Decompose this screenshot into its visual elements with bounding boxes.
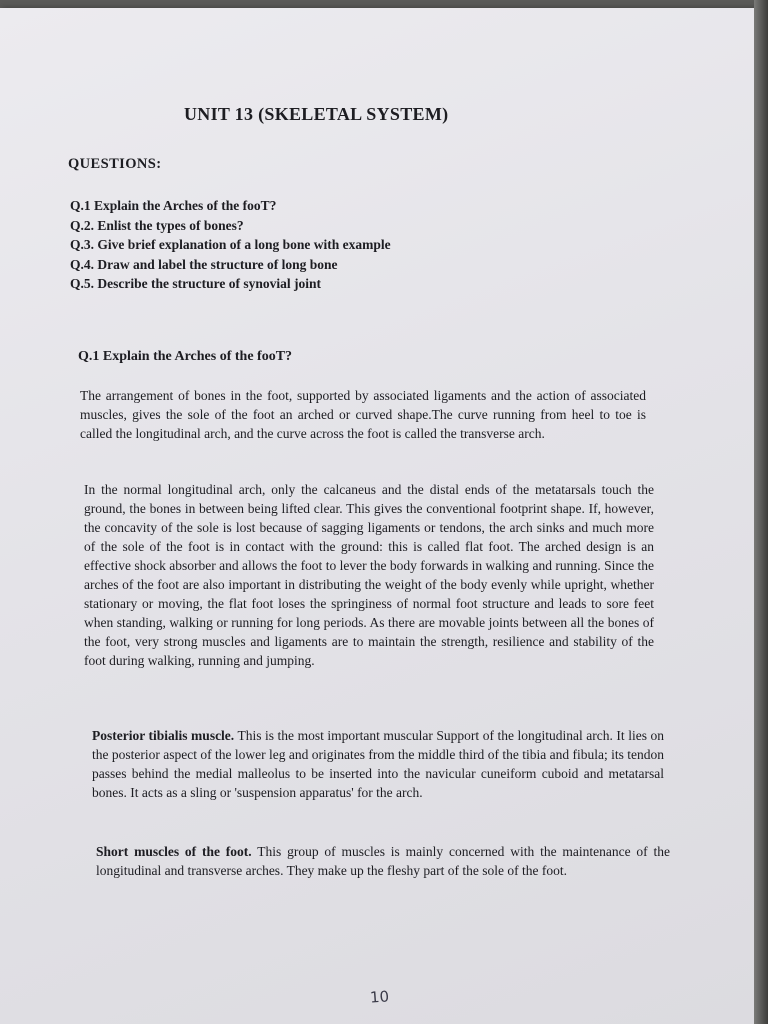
paragraph-lead: Short muscles of the foot. — [96, 844, 252, 859]
questions-heading: QUESTIONS: — [68, 156, 162, 172]
document-page — [0, 8, 756, 1024]
questions-list — [70, 196, 391, 294]
answer-heading: Q.1 Explain the Arches of the fooT? — [78, 349, 293, 364]
paragraph-text: This is the most important muscular Support of the longitudinal arch. It lies on the posterior aspect of the lower leg and originates from the middle third of the tibia and fibula; its tendon passes behind the medial malleolus to be inserted into the navicular cuneiform cuboid and metatarsal bones. It acts as a sling or 'suspension apparatus' for the arch. — [92, 728, 664, 800]
paragraph-lead: Posterior tibialis muscle. — [92, 728, 235, 743]
paragraph-text: This group of muscles is mainly concerned with the maintenance of the longitudinal and transverse arches. They make up the fleshy part of the sole of the foot. — [96, 844, 670, 878]
paragraph-text: In the normal longitudinal arch, only the calcaneus and the distal ends of the metatarsals touch the ground, the bones in between being lifted clear. This gives the conventional footprint shape. If, however, the concavity of the sole is lost because of sagging ligaments or tendons, the arch sinks and much more of the sole of the foot is in contact with the ground: this is called flat foot. The arched design is an effective shock absorber and allows the foot to lever the body forwards in walking and running. Since the arches of the foot are also important in distributing the weight of the body evenly while upright, whether stationary or moving, the flat foot loses the springiness of normal foot structure and leads to sore feet when standing, walking or running for long periods. As there are movable joints between all the bones of the foot, very strong muscles and ligaments are to maintain the strength, resilience and stability of the foot during walking, running and jumping. — [84, 482, 654, 668]
page-stack-edge — [754, 0, 768, 1024]
question-item: Q.2. Enlist the types of bones? — [70, 217, 244, 233]
question-item: Q.4. Draw and label the structure of long bone — [70, 256, 338, 272]
paragraph-longitudinal-arch — [84, 480, 654, 670]
paper-sheet — [0, 8, 756, 1024]
paragraph-posterior-tibialis — [92, 726, 664, 802]
paragraph-short-muscles — [96, 842, 670, 880]
page-title: UNIT 13 (SKELETAL SYSTEM) — [184, 104, 449, 124]
page-number: 10 — [369, 987, 390, 1007]
paragraph-arches-intro — [80, 386, 646, 443]
question-item: Q.1 Explain the Arches of the fooT? — [70, 198, 277, 213]
question-item: Q.3. Give brief explanation of a long bone with example — [70, 237, 391, 252]
paragraph-text: The arrangement of bones in the foot, supported by associated ligaments and the action of associated muscles, gives the sole of the foot an arched or curved shape.The curve running from heel to toe is called the longitudinal arch, and the curve across the foot is called the transverse arch. — [80, 388, 646, 441]
question-item: Q.5. Describe the structure of synovial joint — [70, 276, 321, 291]
